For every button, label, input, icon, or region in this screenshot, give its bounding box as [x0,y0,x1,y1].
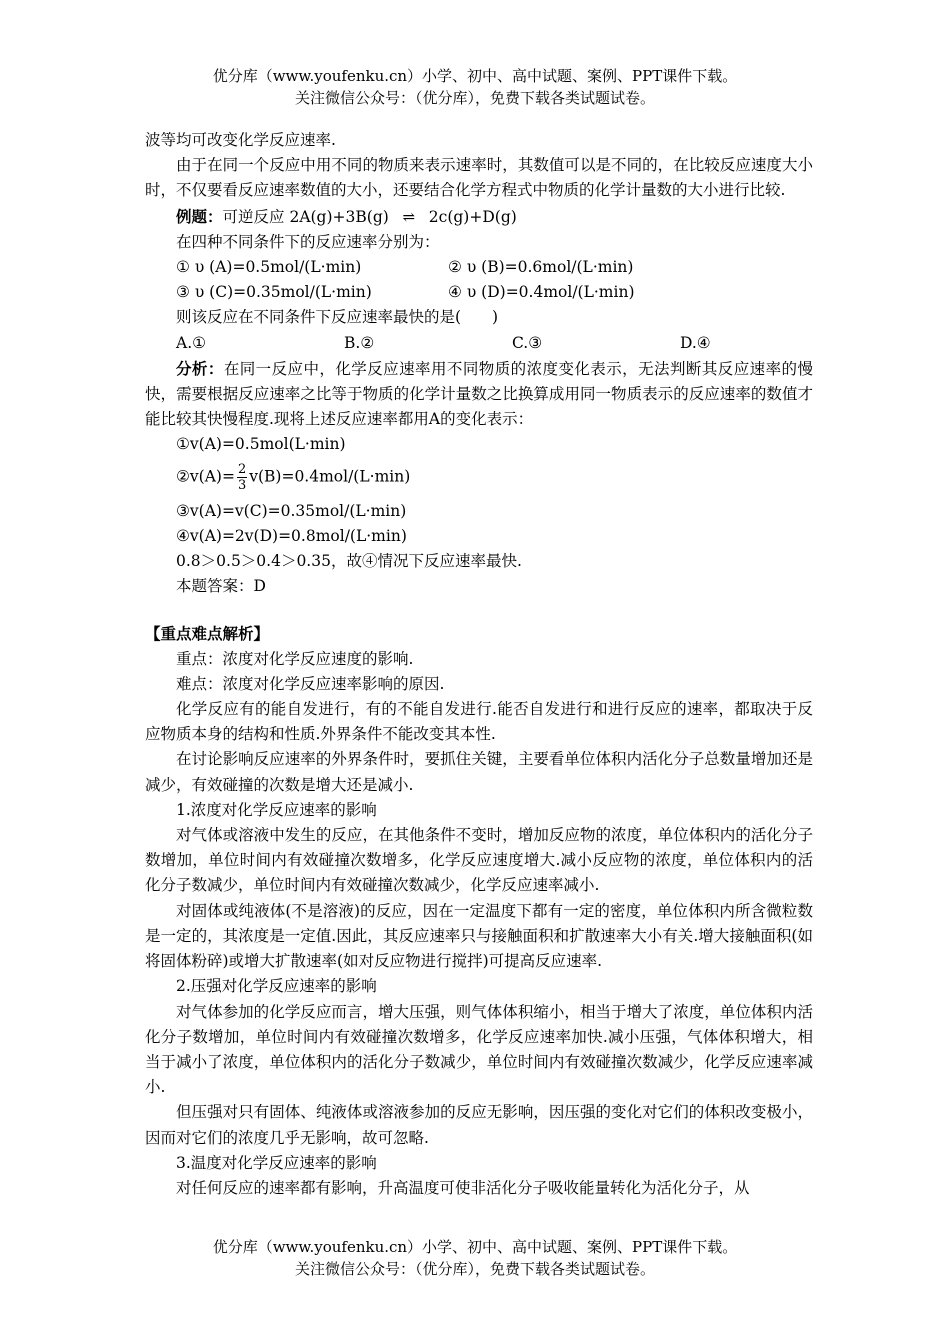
option-b: B.② [344,333,375,352]
conditions-intro: 在四种不同条件下的反应速率分别为： [176,232,440,251]
analysis-line-2-prefix: ②v(A)= [176,467,235,486]
section-paragraph-1: 化学反应有的能自发进行，有的不能自发进行.能否自发进行和进行反应的速率，都取决于反应物质本身的结构和性质.外界条件不能改变其本性. [145,700,813,744]
footer-line-1: 优分库（www.youfenku.cn）小学、初中、高中试题、案例、PPT课件下载。 [212,1238,738,1256]
condition-4: ④ υ (D)=0.4mol/(L·min) [448,283,635,302]
section-paragraph-6: 但压强对只有固体、纯液体或溶液参加的反应无影响，因压强的变化对它们的体积改变极小，因而对它们的浓度几乎无影响，故可忽略. [145,1103,813,1147]
conditions-row-1 [145,255,813,280]
intro-paragraph: 由于在同一个反应中用不同的物质来表示速率时，其数值可以是不同的，在比较反应速度大小时，不仅要看反应速率数值的大小，还要结合化学方程式中物质的化学计量数的大小进行比较. [145,156,813,200]
intro-continuation: 波等均可改变化学反应速率. [145,131,336,149]
option-a: A.① [176,333,207,352]
option-d: D.④ [680,333,711,352]
section-paragraph-5: 对气体参加的化学反应而言，增大压强，则气体体积缩小，相当于增大了浓度，单位体积内活化分子数增加，单位时间内有效碰撞次数增多，化学反应速率加快.减小压强，气体体积增大，相当于减小了浓度，单位体积内的活化分子数减少，单位时间内有效碰撞次数减少，化学反应速率减小. [145,1002,813,1097]
analysis-line-3: ③v(A)=v(C)=0.35mol/(L·min) [176,501,407,520]
subheading-pressure: 2.压强对化学反应速率的影响 [176,977,377,996]
subheading-temperature: 3.温度对化学反应速率的影响 [176,1153,377,1172]
reaction-left: 可逆反应 2A(g)+3B(g) [222,207,389,226]
example-label-colon: ： [207,206,223,226]
analysis-label: 分析 [176,358,208,378]
condition-2: ② υ (B)=0.6mol/(L·min) [448,258,634,277]
example-reaction [145,204,813,230]
fraction-numerator: 2 [237,461,247,477]
section-paragraph-7: 对任何反应的速率都有影响，升高温度可使非活化分子吸收能量转化为活化分子，从 [176,1178,750,1197]
subheading-concentration: 1.浓度对化学反应速率的影响 [176,800,377,819]
analysis-line-2-suffix: v(B)=0.4mol/(L·min) [249,467,411,486]
page-footer [0,1236,950,1280]
analysis-line-1: ①v(A)=0.5mol(L·min) [176,435,346,454]
conditions-row-2 [145,280,813,305]
analysis-line-4: ④v(A)=2v(D)=0.8mol/(L·min) [176,526,407,545]
analysis-paragraph [145,356,813,433]
section-paragraph-2: 在讨论影响反应速率的外界条件时，要抓住关键，主要看单位体积内活化分子总数量增加还是减少，有效碰撞的次数是增大还是减小. [145,750,813,794]
analysis-answer: 本题答案：D [176,577,266,596]
section-title: 【重点难点解析】 [145,624,270,644]
key-point: 重点：浓度对化学反应速度的影响. [176,649,414,668]
example-question: 则该反应在不同条件下反应速率最快的是( ) [176,308,499,327]
example-options [145,331,813,356]
condition-3: ③ υ (C)=0.35mol/(L·min) [176,283,372,302]
difficult-point: 难点：浓度对化学反应速率影响的原因. [176,674,445,693]
page-header [0,65,950,109]
section-paragraph-4: 对固体或纯液体(不是溶液)的反应，因在一定温度下都有一定的密度，单位体积内所含微粒数是一定的，其浓度是一定值.因此，其反应速率只与接触面积和扩散速率大小有关.增大接触面积(如将固体粉碎)或增大扩散速率(如对反应物进行搅拌)可提高反应速率. [145,901,813,971]
header-line-2: 关注微信公众号：（优分库），免费下载各类试题试卷。 [294,89,655,107]
fraction [237,462,247,493]
document-body [145,128,813,1201]
header-line-1: 优分库（www.youfenku.cn）小学、初中、高中试题、案例、PPT课件下载。 [212,67,738,85]
option-c: C.③ [512,333,543,352]
analysis-label-colon: ： [207,358,224,378]
footer-line-2: 关注微信公众号：（优分库），免费下载各类试题试卷。 [294,1260,655,1278]
reaction-right: 2c(g)+D(g) [428,207,517,226]
section-paragraph-3: 对气体或溶液中发生的反应，在其他条件不变时，增加反应物的浓度，单位体积内的活化分子数增加，单位时间内有效碰撞次数增多，化学反应速度增大.减小反应物的浓度，单位体积内的活化分子数减少，单位时间内有效碰撞次数减少，化学反应速率减小. [145,826,813,895]
example-label: 例题 [176,206,208,226]
condition-1: ① υ (A)=0.5mol/(L·min) [176,258,362,277]
analysis-line-2 [145,462,813,493]
analysis-text: 在同一反应中，化学反应速率用不同物质的浓度变化表示，无法判断其反应速率的慢快，需要根据反应速率之比等于物质的化学计量数之比换算成用同一物质表示的反应速率的数值才能比较其快慢程度.现将上述反应速率都用A的变化表示： [145,359,813,429]
fraction-denominator: 3 [237,477,247,493]
analysis-compare: 0.8＞0.5＞0.4＞0.35，故④情况下反应速率最快. [176,552,522,571]
equilibrium-arrow-icon: ⇌ [402,207,416,226]
